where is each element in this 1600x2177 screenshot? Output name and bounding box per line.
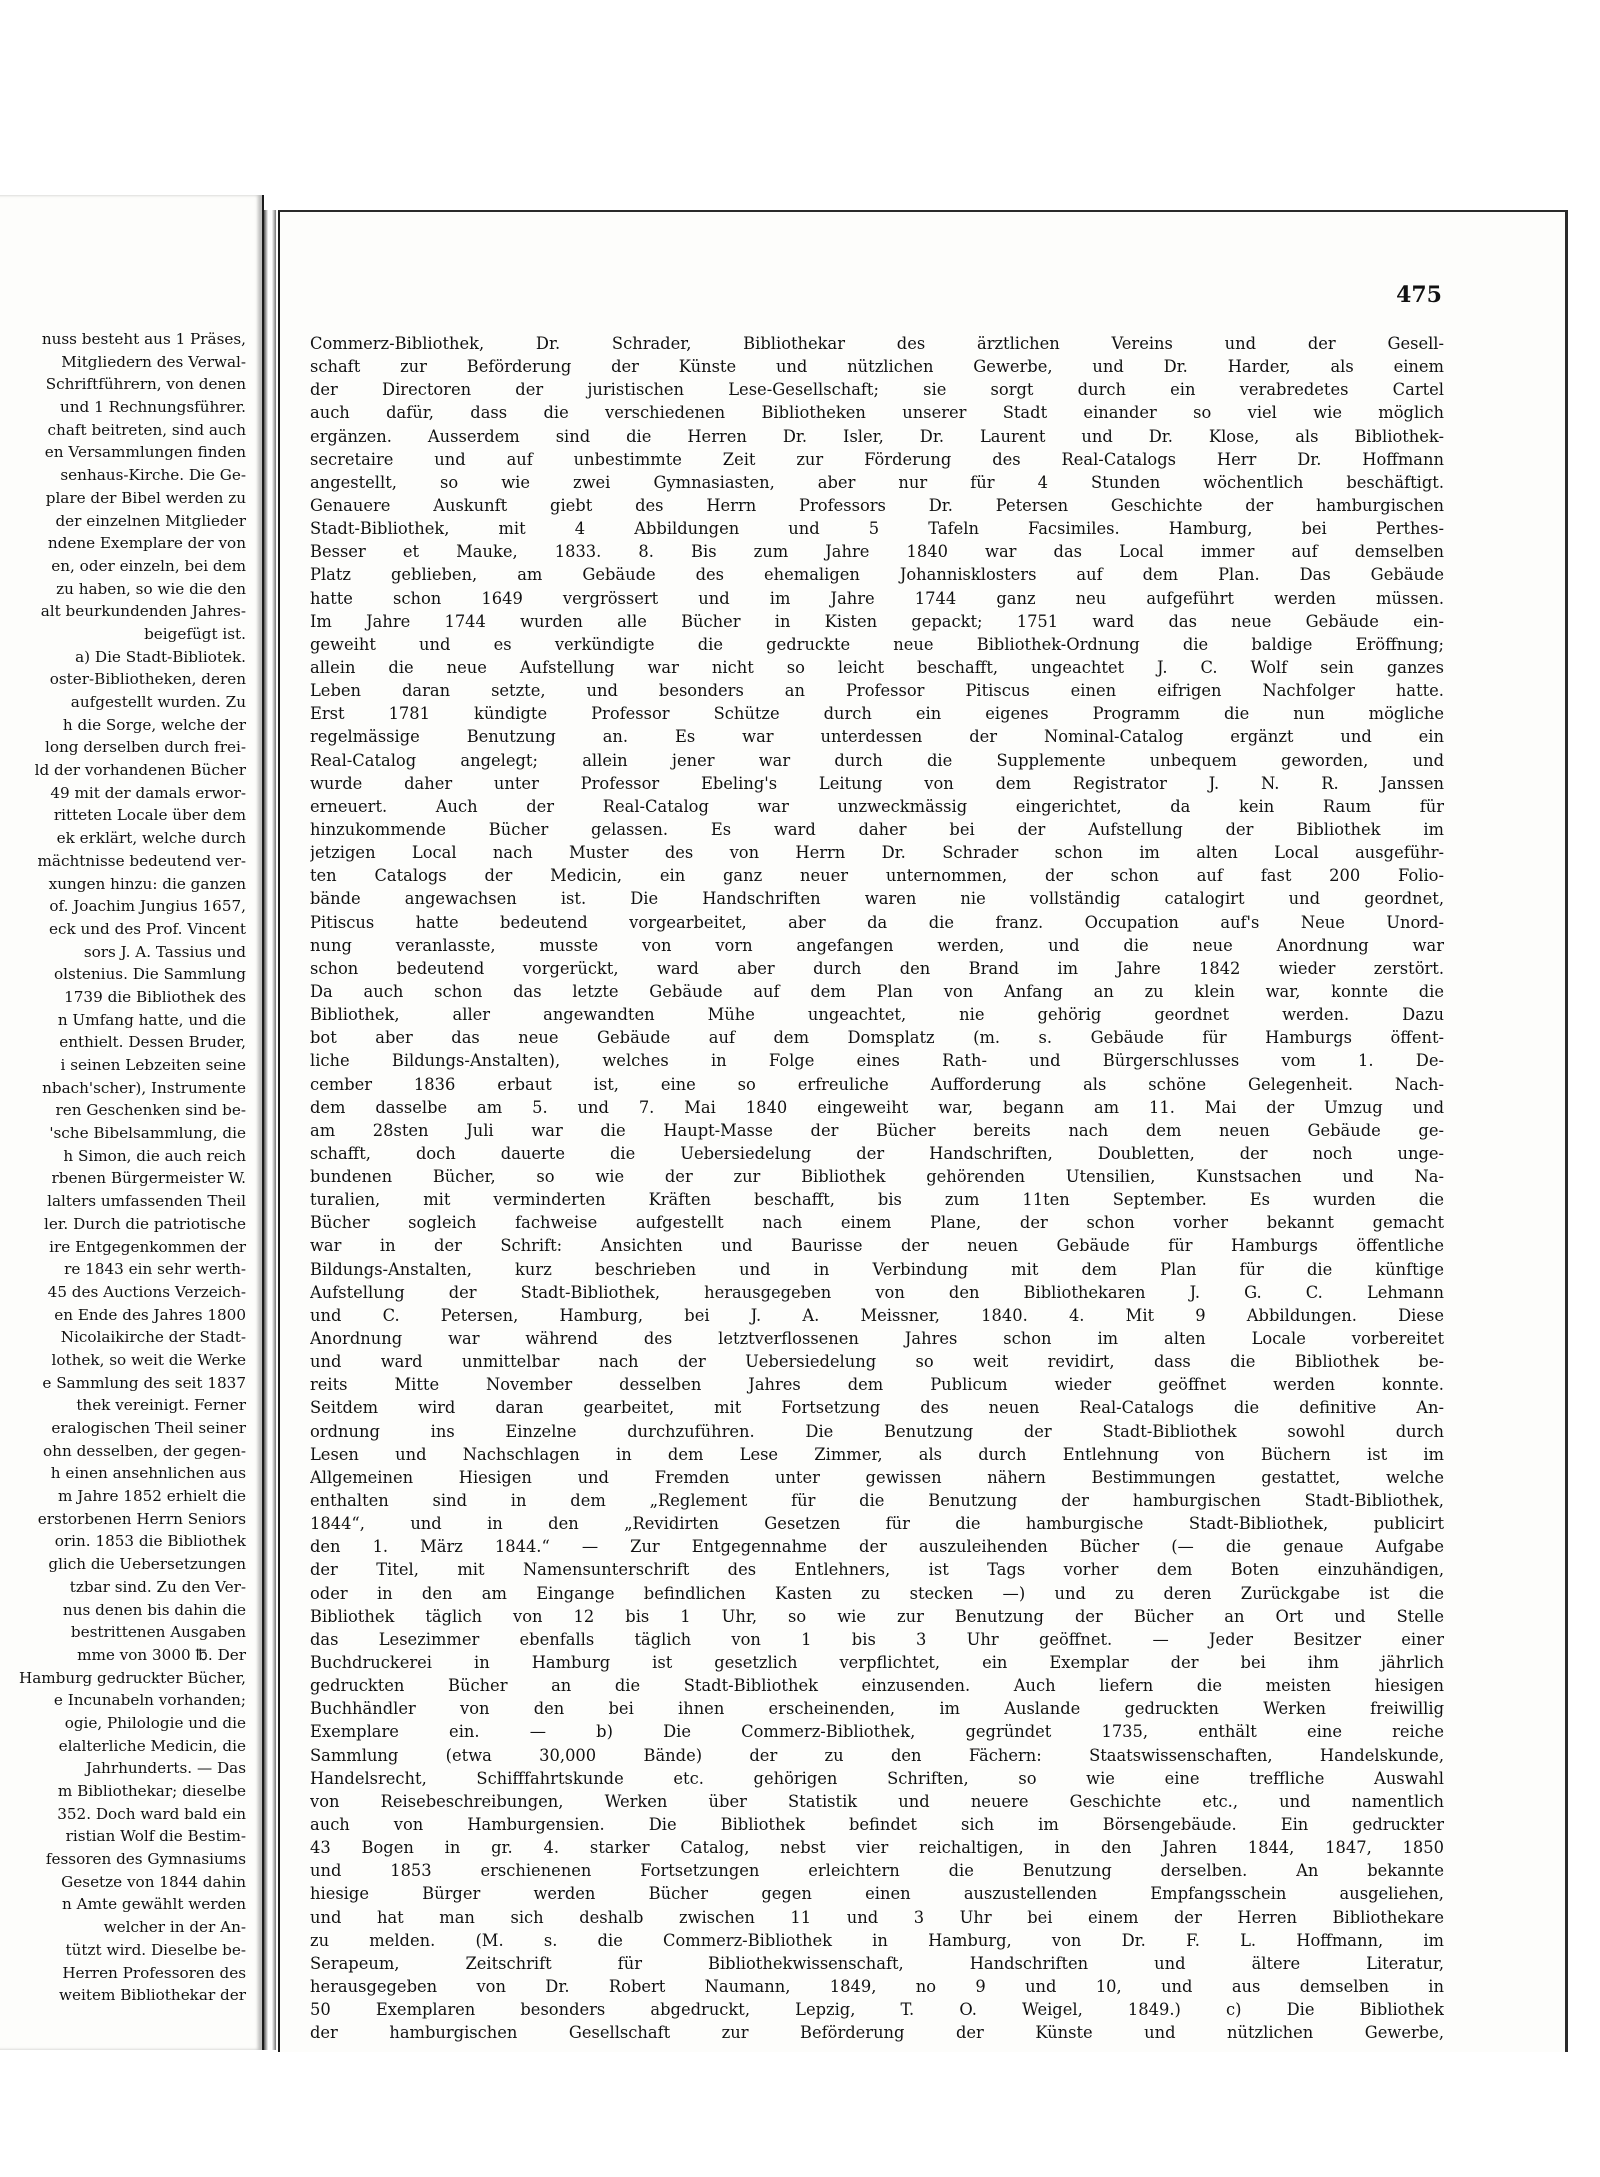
text-line: tützt wird. Dieselbe be- (65, 1940, 246, 1959)
text-line: 45 des Auctions Verzeich- (47, 1282, 246, 1301)
text-line: lothek, so weit die Werke (51, 1350, 246, 1369)
text-line: oster-Bibliotheken, deren (49, 670, 246, 689)
text-line: am 28sten Juli war die Haupt-Masse der Bücher bereits nach dem neuen Gebäude ge- (310, 1120, 1444, 1140)
text-line: senhaus-Kirche. Die Ge- (60, 466, 246, 485)
text-line: schafft, doch dauerte die Uebersiedelung der Handschriften, Doubletten, der noch unge- (310, 1143, 1444, 1163)
text-line: Anordnung war während des letztverflossenen Jahres schon im alten Locale vorbereitet (310, 1329, 1444, 1349)
text-line: turalien, mit verminderten Kräften beschafft, bis zum 11ten September. Es wurden die (310, 1190, 1444, 1210)
text-line: plare der Bibel werden zu (45, 488, 246, 507)
book-gutter (264, 210, 276, 2050)
text-line: Jahrhunderts. — Das (85, 1759, 246, 1778)
text-line: tzbar sind. Zu den Ver- (69, 1577, 246, 1596)
text-line: oder in den am Eingange befindlichen Kasten zu stecken —) und zu deren Zurückgabe ist die (310, 1583, 1444, 1603)
text-line: schaft zur Beförderung der Künste und nützlichen Gewerbe, und Dr. Harder, als einem (310, 357, 1444, 377)
text-line: a) Die Stadt-Bibliotek. (75, 647, 246, 666)
right-page (278, 210, 1568, 2052)
text-line: en Versammlungen finden (44, 443, 246, 462)
text-line: e Sammlung des seit 1837 (42, 1373, 246, 1392)
text-line: ndene Exemplare der von (47, 534, 246, 553)
text-line: Pitiscus hatte bedeutend vorgearbeitet, aber da die franz. Occupation auf's Neue Unord- (310, 912, 1444, 932)
text-line: reits Mitte November desselben Jahres dem Publicum wieder geöffnet werden konnte. (310, 1375, 1444, 1395)
text-line: erstorbenen Herrn Seniors (37, 1509, 246, 1528)
text-line: elalterliche Medicin, die (58, 1736, 246, 1755)
text-line: weitem Bibliothekar der (59, 1986, 246, 2005)
text-line: ten Catalogs der Medicin, ein ganz neuer unternommen, der schon auf fast 200 Folio- (310, 866, 1444, 886)
text-line: der hamburgischen Gesellschaft zur Beförderung der Künste und nützlichen Gewerbe, (310, 2023, 1444, 2043)
text-line: herausgegeben von Dr. Robert Naumann, 1849, no 9 und 10, und aus demselben in (310, 1976, 1444, 1996)
text-line: olstenius. Die Sammlung (53, 965, 246, 984)
text-line: thek vereinigt. Ferner (76, 1396, 246, 1415)
text-line: und 1853 erschienenen Fortsetzungen erleichtern die Benutzung derselben. An bekannte (310, 1861, 1444, 1881)
text-line: Mitgliedern des Verwal- (61, 352, 246, 371)
text-line: m Bibliothekar; dieselbe (57, 1782, 246, 1800)
text-line: ohn desselben, der gegen- (43, 1441, 246, 1460)
text-line: dem dasselbe am 5. und 7. Mai 1840 eingeweiht war, begann am 11. Mai der Umzug und (310, 1097, 1444, 1117)
text-line: ritteten Locale über dem (53, 806, 246, 825)
text-line: n Umfang hatte, und die (57, 1010, 246, 1029)
text-line: das Lesezimmer ebenfalls täglich von 1 bis 3 Uhr geöffnet. — Jeder Besitzer einer (310, 1629, 1444, 1649)
text-line: h die Sorge, welche der (62, 715, 246, 734)
text-line: ek erklärt, welche durch (56, 829, 246, 848)
text-line: fessoren des Gymnasiums (45, 1850, 246, 1869)
text-line: chaft beitreten, sind auch (47, 420, 246, 439)
text-line: ren Geschenken sind be- (55, 1101, 246, 1120)
left-page-text-column (0, 328, 246, 2007)
text-line: nuss besteht aus 1 Präses, (41, 330, 246, 348)
text-line: bände angewachsen ist. Die Handschriften waren nie vollständig catalogirt und geordnet, (310, 889, 1444, 909)
text-line: liche Bildungs-Anstalten), welches in Folge eines Rath- und Bürgerschlusses vom 1. De- (310, 1051, 1444, 1071)
text-line: Serapeum, Zeitschrift für Bibliothekwissenschaft, Handschriften und ältere Literatur, (310, 1953, 1444, 1973)
text-line: glich die Uebersetzungen (48, 1555, 246, 1574)
text-line: h Simon, die auch reich (63, 1146, 246, 1165)
text-line: 1844“, und in den „Revidirten Gesetzen für die hamburgische Stadt-Bibliothek, publicirt (310, 1514, 1444, 1534)
text-line: Aufstellung der Stadt-Bibliothek, herausgegeben von den Bibliothekaren J. G. C. Lehmann (310, 1282, 1444, 1302)
text-line: cember 1836 erbaut ist, eine so erfreuliche Aufforderung als schöne Gelegenheit. Nach- (310, 1074, 1444, 1094)
page-number: 475 (1396, 282, 1442, 308)
text-line: Genauere Auskunft giebt des Herrn Professors Dr. Petersen Geschichte der hamburgischen (310, 495, 1444, 515)
text-line: alt beurkundenden Jahres- (40, 602, 246, 621)
text-line: auch von Hamburgensien. Die Bibliothek befindet sich im Börsengebäude. Ein gedruckter (310, 1815, 1444, 1834)
text-line: Da auch schon das letzte Gebäude auf dem Plan von Anfang an zu klein war, konnte die (310, 981, 1444, 1001)
left-page (0, 195, 264, 2050)
text-line: Stadt-Bibliothek, mit 4 Abbildungen und 5 Tafeln Facsimiles. Hamburg, bei Perthes- (310, 519, 1444, 539)
text-line: 352. Doch ward bald ein (57, 1804, 246, 1823)
text-line: hiesige Bürger werden Bücher gegen einen auszustellenden Empfangsschein ausgeliehen, (310, 1884, 1444, 1904)
text-line: schon bedeutend vorgerückt, ward aber durch den Brand im Jahre 1842 wieder zerstört. (310, 958, 1444, 978)
text-line: ordnung ins Einzelne durchzuführen. Die Benutzung der Stadt-Bibliothek sowohl durch (310, 1421, 1444, 1441)
text-line: Bibliothek täglich von 12 bis 1 Uhr, so wie zur Benutzung der Bücher an Ort und Stelle (310, 1606, 1444, 1626)
text-line: der einzelnen Mitglieder (55, 511, 246, 530)
text-line: enthalten sind in dem „Reglement für die Benutzung der hamburgischen Stadt-Bibliothek, (310, 1491, 1444, 1511)
text-line: en Ende des Jahres 1800 (54, 1305, 246, 1324)
text-line: allein die neue Aufstellung war nicht so leicht beschafft, ungeachtet J. C. Wolf sein ganzes (310, 657, 1444, 677)
text-line: Bücher sogleich fachweise aufgestellt nach einem Plane, der schon vorher bekannt gemacht (310, 1213, 1444, 1233)
text-line: nung veranlasste, musste von vorn angefangen werden, und die neue Anordnung war (310, 935, 1444, 955)
text-line: h einen ansehnlichen aus (50, 1464, 246, 1483)
text-line: Herren Professoren des (62, 1963, 246, 1982)
text-line: und ward unmittelbar nach der Uebersiedelung so weit revidirt, dass die Bibliothek be- (310, 1352, 1444, 1372)
text-line: aufgestellt wurden. Zu (70, 693, 246, 711)
text-line: regelmässige Benutzung an. Es war unterdessen der Nominal-Catalog ergänzt und ein (310, 727, 1444, 747)
text-line: m Jahre 1852 erhielt die (58, 1487, 246, 1506)
text-line: angestellt, so wie zwei Gymnasiasten, aber nur für 4 Stunden wöchentlich beschäftigt. (310, 472, 1444, 492)
text-line: ergänzen. Ausserdem sind die Herren Dr. Isler, Dr. Laurent und Dr. Klose, als Bibliothek- (310, 426, 1444, 446)
text-line: zu melden. (M. s. die Commerz-Bibliothek in Hamburg, von Dr. F. L. Hoffmann, im (310, 1930, 1444, 1950)
text-line: Lesen und Nachschlagen in dem Lese Zimmer, als durch Entlehnung von Büchern ist im (310, 1444, 1444, 1464)
text-line: geweiht und es verkündigte die gedruckte neue Bibliothek-Ordnung die baldige Eröffnung; (310, 634, 1444, 654)
text-line: bestrittenen Ausgaben (70, 1623, 246, 1642)
text-line: beigefügt ist. (144, 624, 246, 643)
text-line: bot aber das neue Gebäude auf dem Domsplatz (m. s. Gebäude für Hamburgs öffent- (310, 1028, 1444, 1048)
text-line: of. Joachim Jungius 1657, (49, 897, 246, 916)
text-line: Real-Catalog angelegt; allein jener war durch die Supplemente unbequem geworden, und (310, 750, 1444, 770)
text-line: und hat man sich deshalb zwischen 11 und 3 Uhr bei einem der Herren Bibliothekare (310, 1907, 1444, 1927)
text-line: Buchhändler von den bei ihnen erscheinenden, im Auslande gedruckten Werken freiwillig (310, 1699, 1444, 1719)
text-line: hatte schon 1649 vergrössert und im Jahre 1744 ganz neu aufgeführt werden müssen. (310, 588, 1444, 608)
text-line: Sammlung (etwa 30,000 Bände) der zu den Fächern: Staatswissenschaften, Handelskunde, (310, 1745, 1444, 1765)
text-line: rbenen Bürgermeister W. (51, 1169, 246, 1188)
text-line: auch dafür, dass die verschiedenen Bibliotheken unserer Stadt einander so viel wie möglich (310, 403, 1444, 423)
text-line: 49 mit der damals erwor- (50, 783, 246, 802)
text-line: 'sche Bibelsammlung, die (49, 1124, 246, 1143)
text-line: nus denen bis dahin die (62, 1600, 246, 1619)
text-line: Nicolaikirche der Stadt- (60, 1328, 246, 1347)
text-line: Seitdem wird daran gearbeitet, mit Fortsetzung des neuen Real-Catalogs die definitive An- (310, 1398, 1444, 1418)
text-line: Bibliothek, aller angewandten Mühe ungeachtet, nie gehörig geordnet werden. Dazu (310, 1005, 1444, 1025)
text-line: Platz geblieben, am Gebäude des ehemaligen Johannisklosters auf dem Plan. Das Gebäude (310, 565, 1444, 585)
text-line: ld der vorhandenen Bücher (34, 761, 246, 780)
text-line: Hamburg gedruckter Bücher, (18, 1668, 246, 1687)
text-line: von Reisebeschreibungen, Werken über Statistik und neuere Geschichte etc., und namentlich (310, 1791, 1444, 1811)
text-line: 43 Bogen in gr. 4. starker Catalog, nebst vier reichaltigen, in den Jahren 1844, 1847, 1850 (310, 1838, 1444, 1858)
text-line: en, oder einzeln, bei dem (51, 556, 246, 575)
text-line: Exemplare ein. — b) Die Commerz-Bibliothek, gegründet 1735, enthält eine reiche (310, 1722, 1444, 1742)
text-line: 50 Exemplaren besonders abgedruckt, Lepzig, T. O. Weigel, 1849.) c) Die Bibliothek (310, 2000, 1444, 2020)
text-line: ire Entgegenkommen der (49, 1237, 246, 1256)
text-line: welcher in der An- (103, 1918, 246, 1937)
text-line: erneuert. Auch der Real-Catalog war unzweckmässig eingerichtet, da kein Raum für (310, 796, 1444, 816)
text-line: mme von 3000 ℔. Der (77, 1645, 246, 1664)
text-line: secretaire und auf unbestimmte Zeit zur Förderung des Real-Catalogs Herr Dr. Hoffmann (310, 449, 1444, 469)
text-line: Besser et Mauke, 1833. 8. Bis zum Jahre 1840 war das Local immer auf demselben (310, 542, 1444, 562)
text-line: enthielt. Dessen Bruder, (59, 1033, 246, 1052)
text-line: xungen hinzu: die ganzen (48, 874, 246, 893)
text-line: Bildungs-Anstalten, kurz beschrieben und in Verbindung mit dem Plan für die künftige (310, 1259, 1444, 1279)
text-line: i seinen Lebzeiten seine (60, 1056, 246, 1074)
text-line: Gesetze von 1844 dahin (61, 1872, 246, 1891)
text-line: der Titel, mit Namensunterschrift des Entlehners, ist Tags vorher dem Boten einzuhändigen, (310, 1560, 1444, 1580)
text-line: war in der Schrift: Ansichten und Baurisse der neuen Gebäude für Hamburgs öffentliche (310, 1236, 1444, 1256)
right-page-text-column (310, 332, 1444, 2044)
text-line: gedruckten Bücher an die Stadt-Bibliothek einzusenden. Auch liefern die meisten hiesigen (310, 1676, 1444, 1696)
text-line: eralogischen Theil seiner (51, 1419, 246, 1437)
text-line: n Amte gewählt werden (62, 1895, 246, 1914)
text-line: hinzukommende Bücher gelassen. Es ward daher bei der Aufstellung der Bibliothek im (310, 819, 1444, 839)
text-line: Handelsrecht, Schifffahrtskunde etc. gehörigen Schriften, so wie eine treffliche Auswahl (310, 1768, 1444, 1788)
text-line: Leben daran setzte, und besonders an Professor Pitiscus einen eifrigen Nachfolger hatte. (310, 681, 1444, 701)
text-line: long derselben durch frei- (45, 738, 246, 757)
text-line: sors J. A. Tassius und (83, 942, 246, 961)
text-line: Erst 1781 kündigte Professor Schütze durch ein eigenes Programm die nun mögliche (310, 704, 1444, 724)
text-line: der Directoren der juristischen Lese-Gesellschaft; sie sorgt durch ein verabredetes Cartel (310, 380, 1444, 400)
text-line: ristian Wolf die Bestim- (65, 1827, 246, 1846)
text-line: ogie, Philologie und die (64, 1713, 246, 1732)
text-line: eck und des Prof. Vincent (48, 919, 246, 938)
text-line: 1739 die Bibliothek des (64, 987, 246, 1006)
text-line: den 1. März 1844.“ — Zur Entgegennahme der auszuleihenden Bücher (— die genaue Aufgabe (310, 1537, 1444, 1557)
text-line: mächtnisse bedeutend ver- (37, 851, 246, 870)
text-line: orin. 1853 die Bibliothek (54, 1532, 246, 1551)
text-line: zu haben, so wie die den (56, 579, 246, 598)
text-line: e Incunabeln vorhanden; (53, 1691, 246, 1710)
text-line: ler. Durch die patriotische (44, 1214, 246, 1233)
text-line: wurde daher unter Professor Ebeling's Leitung von dem Registrator J. N. R. Janssen (310, 773, 1444, 793)
text-line: Schriftführern, von denen (45, 375, 246, 394)
text-line: bundenen Bücher, so wie der zur Bibliothek gehörenden Utensilien, Kunstsachen und Na- (310, 1167, 1444, 1187)
text-line: und 1 Rechnungsführer. (59, 398, 246, 417)
text-line: Im Jahre 1744 wurden alle Bücher in Kisten gepackt; 1751 ward das neue Gebäude ein- (310, 611, 1444, 631)
text-line: nbach'scher), Instrumente (42, 1078, 246, 1097)
text-line: Buchdruckerei in Hamburg ist gesetzlich verpflichtet, ein Exemplar der bei ihm jährlich (310, 1653, 1444, 1673)
text-line: lalters umfassenden Theil (47, 1192, 246, 1211)
text-line: Allgemeinen Hiesigen und Fremden unter gewissen nähern Bestimmungen gestattet, welche (310, 1467, 1444, 1487)
text-line: und C. Petersen, Hamburg, bei J. A. Meissner, 1840. 4. Mit 9 Abbildungen. Diese (310, 1305, 1444, 1325)
text-line: jetzigen Local nach Muster des von Herrn Dr. Schrader schon im alten Local ausgeführ- (310, 843, 1444, 863)
text-line: Commerz-Bibliothek, Dr. Schrader, Bibliothekar des ärztlichen Vereins und der Gesell- (310, 334, 1444, 353)
text-line: re 1843 ein sehr werth- (64, 1260, 246, 1279)
